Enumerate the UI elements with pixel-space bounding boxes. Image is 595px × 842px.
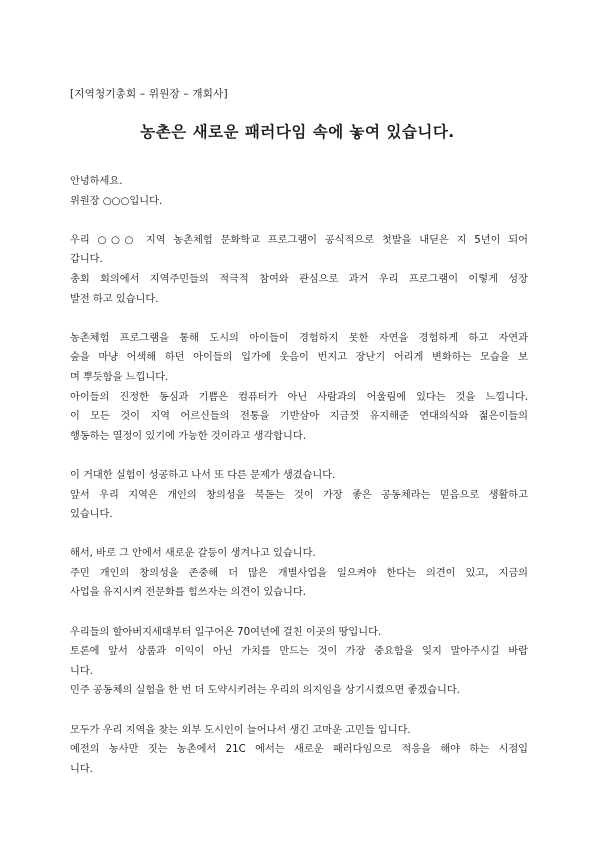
document-title: 농촌은 새로운 패러다임 속에 놓여 있습니다. — [140, 123, 455, 141]
paragraph-line: 이 거대한 실험이 성공하고 나서 또 다른 문제가 생겼습니다. — [70, 469, 336, 481]
paragraph-line: 예전의 농사만 짓는 농촌에서 21C 에서는 새로운 패러다임으로 적응을 해야 하는 시점입 — [70, 744, 528, 756]
paragraph-line: 이 모든 것이 지역 어르신들의 전통을 기반삼아 지금껏 유지해준 연대의식와 젊은이들의 — [70, 411, 528, 423]
paragraph-line: 아이들의 진정한 동심과 기쁨은 컴퓨터가 아닌 사람과의 어울림에 있다는 것을 느낍니다. — [70, 391, 528, 403]
paragraph-line: 주민 개인의 창의성을 존중해 더 많은 개별사업을 일으켜야 한다는 의견이 있고, 지금의 — [70, 567, 528, 579]
paragraph-line: 니다. — [70, 763, 93, 775]
paragraph-line: 니다. — [70, 665, 93, 677]
paragraph-new-paradigm — [70, 721, 528, 780]
paragraph-conflict — [70, 544, 528, 603]
paragraph-line: 모두가 우리 지역을 찾는 외부 도시인이 늘어나서 생긴 고마운 고민들 입니다. — [70, 724, 411, 736]
paragraph-line: 갑니다. — [70, 254, 103, 266]
paragraph-line: 숲을 마냥 어색해 하던 아이들의 입가에 웃음이 번지고 장난기 어리게 변화하는 모습을 보 — [70, 352, 528, 364]
paragraph-line: 우리 ○○○ 지역 농촌체험 문화학교 프로그램이 공식적으로 첫발을 내딛은 지 5년이 되어 — [70, 234, 528, 246]
paragraph-children-experience — [70, 329, 528, 447]
paragraph-line: 해서, 바로 그 안에서 새로운 갈등이 생겨나고 있습니다. — [70, 548, 316, 560]
paragraph-line: 위원장 ○○○입니다. — [70, 195, 163, 207]
paragraph-line: 있습니다. — [70, 509, 113, 521]
document-header-tag: [지역청기총회 – 위원장 – 개회사] — [70, 88, 228, 100]
paragraph-line: 사업을 유지시켜 전문화를 힘쓰자는 의견이 있습니다. — [70, 587, 306, 599]
paragraph-line: 민주 공동체의 실험을 한 번 더 도약시키려는 우리의 의지임을 상기시켰으면 좋겠습니다. — [70, 685, 460, 697]
paragraph-program-anniversary — [70, 231, 528, 309]
paragraph-greeting — [70, 172, 528, 211]
paragraph-line: 우리들의 할아버지세대부터 일구어온 70여년에 걸친 이곳의 땅입니다. — [70, 626, 382, 638]
paragraph-new-problem — [70, 466, 528, 525]
paragraph-line: 총회 회의에서 지역주민들의 적극적 참여와 관심으로 과거 우리 프로그램이 이렇게 성장 — [70, 273, 528, 285]
paragraph-heritage — [70, 623, 528, 701]
paragraph-line: 행동하는 열정이 있기에 가능한 것이라고 생각합니다. — [70, 430, 306, 442]
paragraph-line: 토론에 앞서 상품과 이익이 아닌 가치를 만드는 것이 가장 중요함을 잊지 말아주시길 바랍 — [70, 646, 528, 658]
paragraph-line: 안녕하세요. — [70, 176, 123, 187]
paragraph-line: 발전 하고 있습니다. — [70, 293, 159, 305]
paragraph-line: 며 뿌듯함을 느낍니다. — [70, 371, 169, 383]
paragraph-line: 앞서 우리 지역은 개인의 창의성을 북돋는 것이 가장 좋은 공동체라는 믿음으로 생활하고 — [70, 489, 528, 501]
paragraph-line: 농촌체험 프로그램을 통해 도시의 아이들이 경험하지 못한 자연을 경험하게 하고 자연과 — [70, 332, 528, 344]
document-body — [70, 172, 528, 799]
